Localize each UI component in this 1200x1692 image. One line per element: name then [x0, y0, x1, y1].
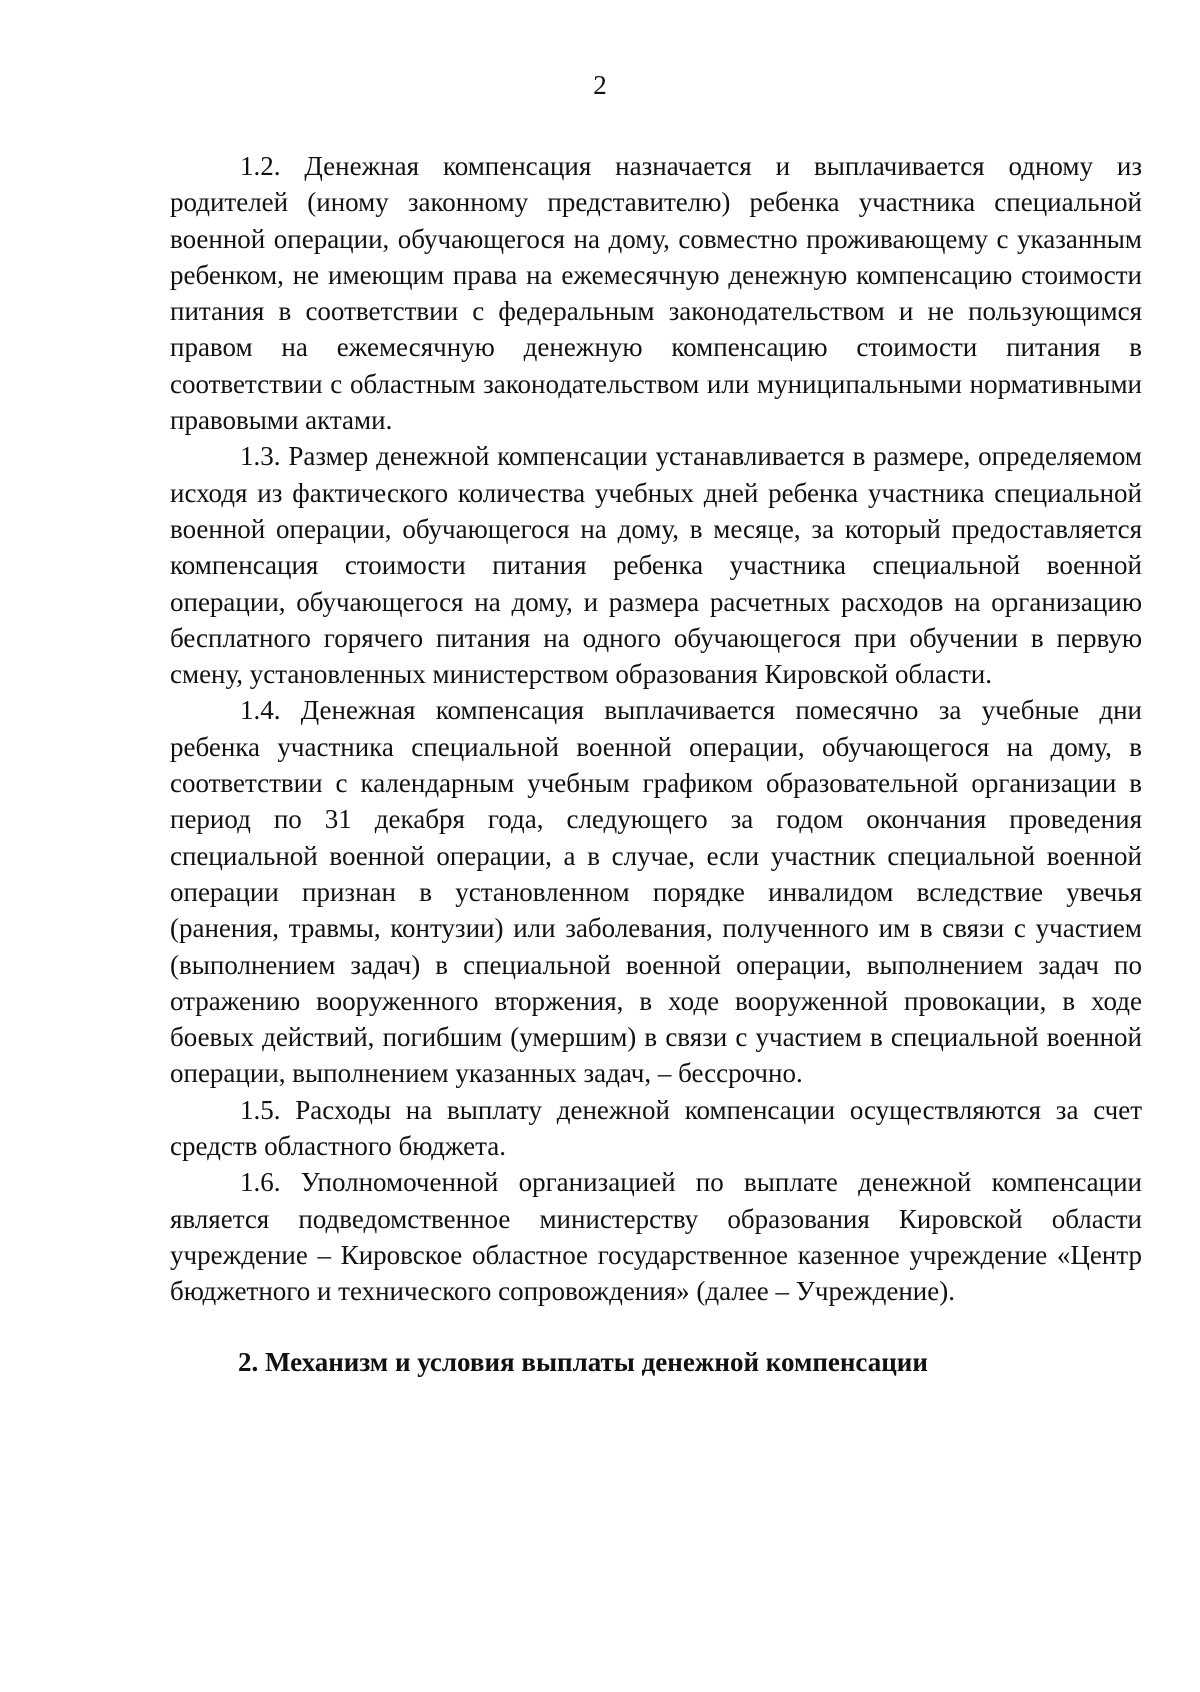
section-heading: 2. Механизм и условия выплаты денежной компенсации [238, 1346, 928, 1377]
paragraph-1-2: 1.2. Денежная компенсация назначается и выплачивается одному из родителей (иному законному представителю) ребенка участника специальной военной операции, обучающегося на дому, совместно проживающему с указанным ребенком, не имеющим права на ежемесячную денежную компенсацию стоимости питания в соответствии с федеральным законодательством и не пользующимся правом на ежемесячную денежную компенсацию стоимости питания в соответствии с областным законодательством или муниципальными нормативными правовыми актами. [170, 151, 1142, 436]
paragraph-1-5: 1.5. Расходы на выплату денежной компенсации осуществляются за счет средств областного бюджета. [170, 1094, 1142, 1162]
document-body [170, 148, 1142, 1380]
paragraph-1-4: 1.4. Денежная компенсация выплачивается помесячно за учебные дни ребенка участника специальной военной операции, обучающегося на дому, в соответствии с календарным учебным графиком образовательной организации в период по 31 декабря года, следующего за годом окончания проведения специальной военной операции, а в случае, если участник специальной военной операции признан в установленном порядке инвалидом вследствие увечья (ранения, травмы, контузии) или заболевания, полученного им в связи с участием (выполнением задач) в специальной военной операции, выполнением задач по отражению вооруженного вторжения, в ходе вооруженной провокации, в ходе боевых действий, погибшим (умершим) в связи с участием в специальной военной операции, выполнением указанных задач, – бессрочно. [170, 695, 1142, 1089]
paragraph-1-3: 1.3. Размер денежной компенсации устанавливается в размере, определяемом исходя из фактического количества учебных дней ребенка участника специальной военной операции, обучающегося на дому, в месяце, за который предоставляется компенсация стоимости питания ребенка участника специальной военной операции, обучающегося на дому, и размера расчетных расходов на организацию бесплатного горячего питания на одного обучающегося при обучении в первую смену, установленных министерством образования Кировской области. [170, 441, 1142, 690]
paragraph-1-6: 1.6. Уполномоченной организацией по выплате денежной компенсации является подведомственное министерству образования Кировской области учреждение – Кировское областное государственное казенное учреждение «Центр бюджетного и технического сопровождения» (далее – Учреждение). [170, 1167, 1142, 1307]
page-number: 2 [593, 70, 607, 100]
